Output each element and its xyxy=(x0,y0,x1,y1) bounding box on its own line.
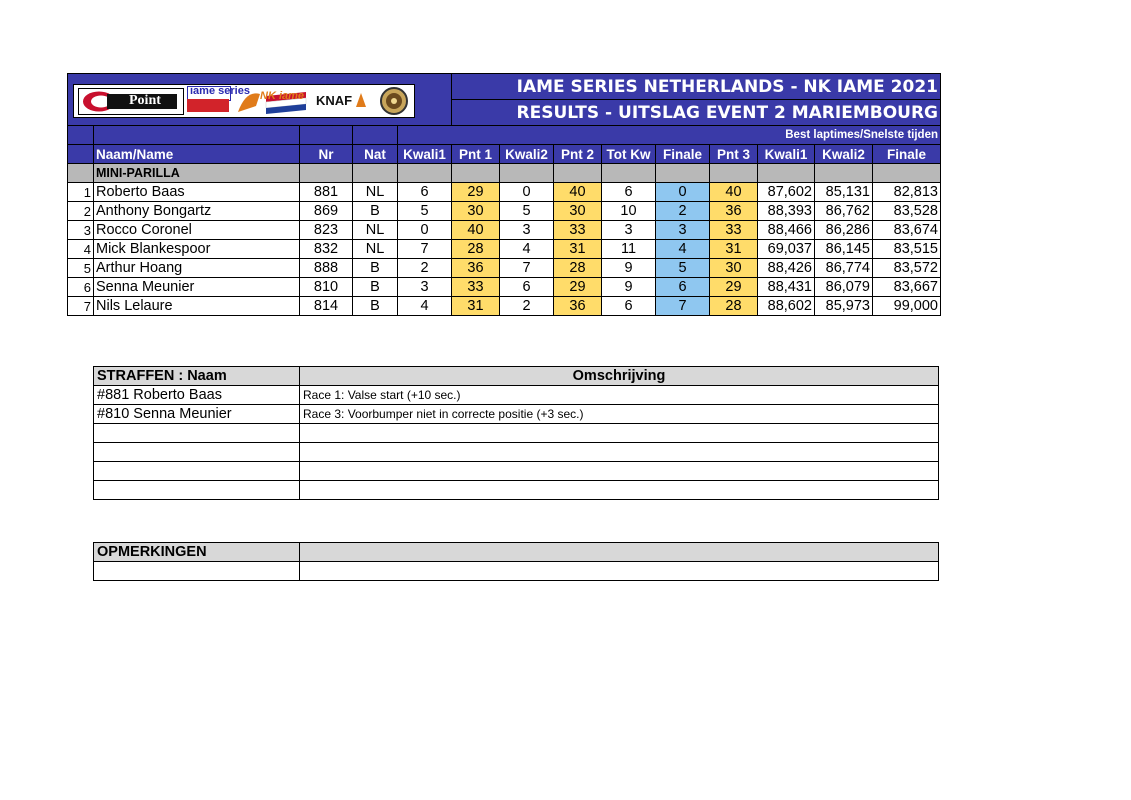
penalties-table xyxy=(93,366,939,500)
knaf-logo: KNAF xyxy=(314,91,370,111)
col-best-kwali2: Kwali2 xyxy=(815,145,873,164)
total-kwali: 6 xyxy=(602,183,656,202)
points-2: 29 xyxy=(554,278,602,297)
kwali2-position: 6 xyxy=(500,278,554,297)
points-2: 30 xyxy=(554,202,602,221)
nationality: NL xyxy=(353,221,398,240)
position-cell: 1 xyxy=(68,183,94,202)
remarks-header xyxy=(94,543,939,562)
nationality: B xyxy=(353,297,398,316)
points-3: 28 xyxy=(710,297,758,316)
points-1: 40 xyxy=(452,221,500,240)
driver-name: Arthur Hoang xyxy=(94,259,300,278)
points-3: 31 xyxy=(710,240,758,259)
points-1: 31 xyxy=(452,297,500,316)
driver-name: Senna Meunier xyxy=(94,278,300,297)
point-logo: Point xyxy=(78,88,184,115)
best-time-kwali2: 85,131 xyxy=(815,183,873,202)
table-row xyxy=(68,259,941,278)
col-kwali2: Kwali2 xyxy=(500,145,554,164)
best-time-finale: 83,572 xyxy=(873,259,941,278)
kwali2-position: 0 xyxy=(500,183,554,202)
total-kwali: 3 xyxy=(602,221,656,240)
points-3: 29 xyxy=(710,278,758,297)
points-3: 36 xyxy=(710,202,758,221)
nk-iame-logo: NK iame xyxy=(236,86,308,116)
table-row-empty xyxy=(94,443,939,462)
best-time-finale: 82,813 xyxy=(873,183,941,202)
remarks-table xyxy=(93,542,939,581)
table-row xyxy=(68,183,941,202)
total-kwali: 11 xyxy=(602,240,656,259)
event-subtitle: RESULTS - UITSLAG EVENT 2 MARIEMBOURG xyxy=(452,100,941,126)
category-label: MINI-PARILLA xyxy=(94,164,300,183)
points-2: 31 xyxy=(554,240,602,259)
driver-name: Mick Blankespoor xyxy=(94,240,300,259)
driver-name: Rocco Coronel xyxy=(94,221,300,240)
penalty-desc: Race 3: Voorbumper niet in correcte positie (+3 sec.) xyxy=(300,405,939,424)
points-3: 33 xyxy=(710,221,758,240)
nationality: B xyxy=(353,278,398,297)
best-time-finale: 83,674 xyxy=(873,221,941,240)
table-row xyxy=(68,240,941,259)
kwali2-position: 4 xyxy=(500,240,554,259)
finale-position: 2 xyxy=(656,202,710,221)
position-cell: 4 xyxy=(68,240,94,259)
position-cell: 3 xyxy=(68,221,94,240)
table-row-empty xyxy=(94,562,939,581)
event-title: IAME SERIES NETHERLANDS - NK IAME 2021 xyxy=(452,74,941,100)
driver-number: 881 xyxy=(300,183,353,202)
best-time-finale: 83,667 xyxy=(873,278,941,297)
table-row-empty xyxy=(94,462,939,481)
position-cell: 2 xyxy=(68,202,94,221)
col-pnt1: Pnt 1 xyxy=(452,145,500,164)
kwali1-position: 3 xyxy=(398,278,452,297)
table-row xyxy=(94,405,939,424)
driver-number: 810 xyxy=(300,278,353,297)
driver-number: 888 xyxy=(300,259,353,278)
kwali1-position: 2 xyxy=(398,259,452,278)
points-1: 30 xyxy=(452,202,500,221)
points-3: 40 xyxy=(710,183,758,202)
sponsor-logos xyxy=(73,84,415,118)
column-header-row xyxy=(68,145,941,164)
position-cell: 5 xyxy=(68,259,94,278)
kwali1-position: 5 xyxy=(398,202,452,221)
driver-name: Nils Lelaure xyxy=(94,297,300,316)
points-2: 40 xyxy=(554,183,602,202)
iame-series-logo: iame series xyxy=(187,86,231,114)
col-kwali1: Kwali1 xyxy=(398,145,452,164)
position-cell: 6 xyxy=(68,278,94,297)
category-row xyxy=(68,164,941,183)
kwali1-position: 4 xyxy=(398,297,452,316)
best-laptimes-label: Best laptimes/Snelste tijden xyxy=(398,126,941,145)
col-pnt2: Pnt 2 xyxy=(554,145,602,164)
points-1: 36 xyxy=(452,259,500,278)
points-2: 33 xyxy=(554,221,602,240)
penalties-header xyxy=(94,367,939,386)
table-row-empty xyxy=(94,424,939,443)
best-time-kwali2: 86,774 xyxy=(815,259,873,278)
col-totkw: Tot Kw xyxy=(602,145,656,164)
col-nr: Nr xyxy=(300,145,353,164)
club-emblem-icon xyxy=(379,86,409,116)
best-time-kwali2: 86,145 xyxy=(815,240,873,259)
nationality: NL xyxy=(353,240,398,259)
best-time-finale: 83,515 xyxy=(873,240,941,259)
penalties-desc-header: Omschrijving xyxy=(300,367,939,386)
kwali2-position: 7 xyxy=(500,259,554,278)
driver-number: 814 xyxy=(300,297,353,316)
points-1: 33 xyxy=(452,278,500,297)
kwali2-position: 5 xyxy=(500,202,554,221)
kwali1-position: 0 xyxy=(398,221,452,240)
col-name: Naam/Name xyxy=(94,145,300,164)
total-kwali: 10 xyxy=(602,202,656,221)
penalty-desc: Race 1: Valse start (+10 sec.) xyxy=(300,386,939,405)
best-time-kwali1: 88,466 xyxy=(758,221,815,240)
kwali1-position: 6 xyxy=(398,183,452,202)
col-finale: Finale xyxy=(656,145,710,164)
position-cell: 7 xyxy=(68,297,94,316)
total-kwali: 9 xyxy=(602,278,656,297)
best-time-kwali1: 69,037 xyxy=(758,240,815,259)
points-3: 30 xyxy=(710,259,758,278)
best-time-kwali1: 88,602 xyxy=(758,297,815,316)
finale-position: 7 xyxy=(656,297,710,316)
total-kwali: 6 xyxy=(602,297,656,316)
best-time-kwali1: 87,602 xyxy=(758,183,815,202)
best-time-kwali2: 86,079 xyxy=(815,278,873,297)
best-time-kwali1: 88,431 xyxy=(758,278,815,297)
table-row-empty xyxy=(94,481,939,500)
points-2: 36 xyxy=(554,297,602,316)
nationality: B xyxy=(353,202,398,221)
kwali2-position: 2 xyxy=(500,297,554,316)
table-row xyxy=(68,202,941,221)
best-time-kwali2: 85,973 xyxy=(815,297,873,316)
best-time-kwali1: 88,393 xyxy=(758,202,815,221)
penalty-name: #881 Roberto Baas xyxy=(94,386,300,405)
best-time-finale: 83,528 xyxy=(873,202,941,221)
finale-position: 0 xyxy=(656,183,710,202)
driver-name: Roberto Baas xyxy=(94,183,300,202)
nationality: B xyxy=(353,259,398,278)
col-pnt3: Pnt 3 xyxy=(710,145,758,164)
table-row xyxy=(68,278,941,297)
col-best-kwali1: Kwali1 xyxy=(758,145,815,164)
finale-position: 5 xyxy=(656,259,710,278)
points-1: 28 xyxy=(452,240,500,259)
kwali1-position: 7 xyxy=(398,240,452,259)
driver-name: Anthony Bongartz xyxy=(94,202,300,221)
total-kwali: 9 xyxy=(602,259,656,278)
table-row xyxy=(68,297,941,316)
laptimes-row xyxy=(68,126,941,145)
driver-number: 832 xyxy=(300,240,353,259)
kwali2-position: 3 xyxy=(500,221,554,240)
best-time-kwali2: 86,286 xyxy=(815,221,873,240)
table-row xyxy=(68,221,941,240)
driver-number: 869 xyxy=(300,202,353,221)
finale-position: 4 xyxy=(656,240,710,259)
finale-position: 3 xyxy=(656,221,710,240)
remarks-title: OPMERKINGEN xyxy=(94,543,300,562)
col-nat: Nat xyxy=(353,145,398,164)
best-time-finale: 99,000 xyxy=(873,297,941,316)
best-time-kwali2: 86,762 xyxy=(815,202,873,221)
points-1: 29 xyxy=(452,183,500,202)
finale-position: 6 xyxy=(656,278,710,297)
penalty-name: #810 Senna Meunier xyxy=(94,405,300,424)
best-time-kwali1: 88,426 xyxy=(758,259,815,278)
penalties-name-header: STRAFFEN : Naam xyxy=(94,367,300,386)
table-row xyxy=(94,386,939,405)
driver-number: 823 xyxy=(300,221,353,240)
col-best-finale: Finale xyxy=(873,145,941,164)
nationality: NL xyxy=(353,183,398,202)
points-2: 28 xyxy=(554,259,602,278)
